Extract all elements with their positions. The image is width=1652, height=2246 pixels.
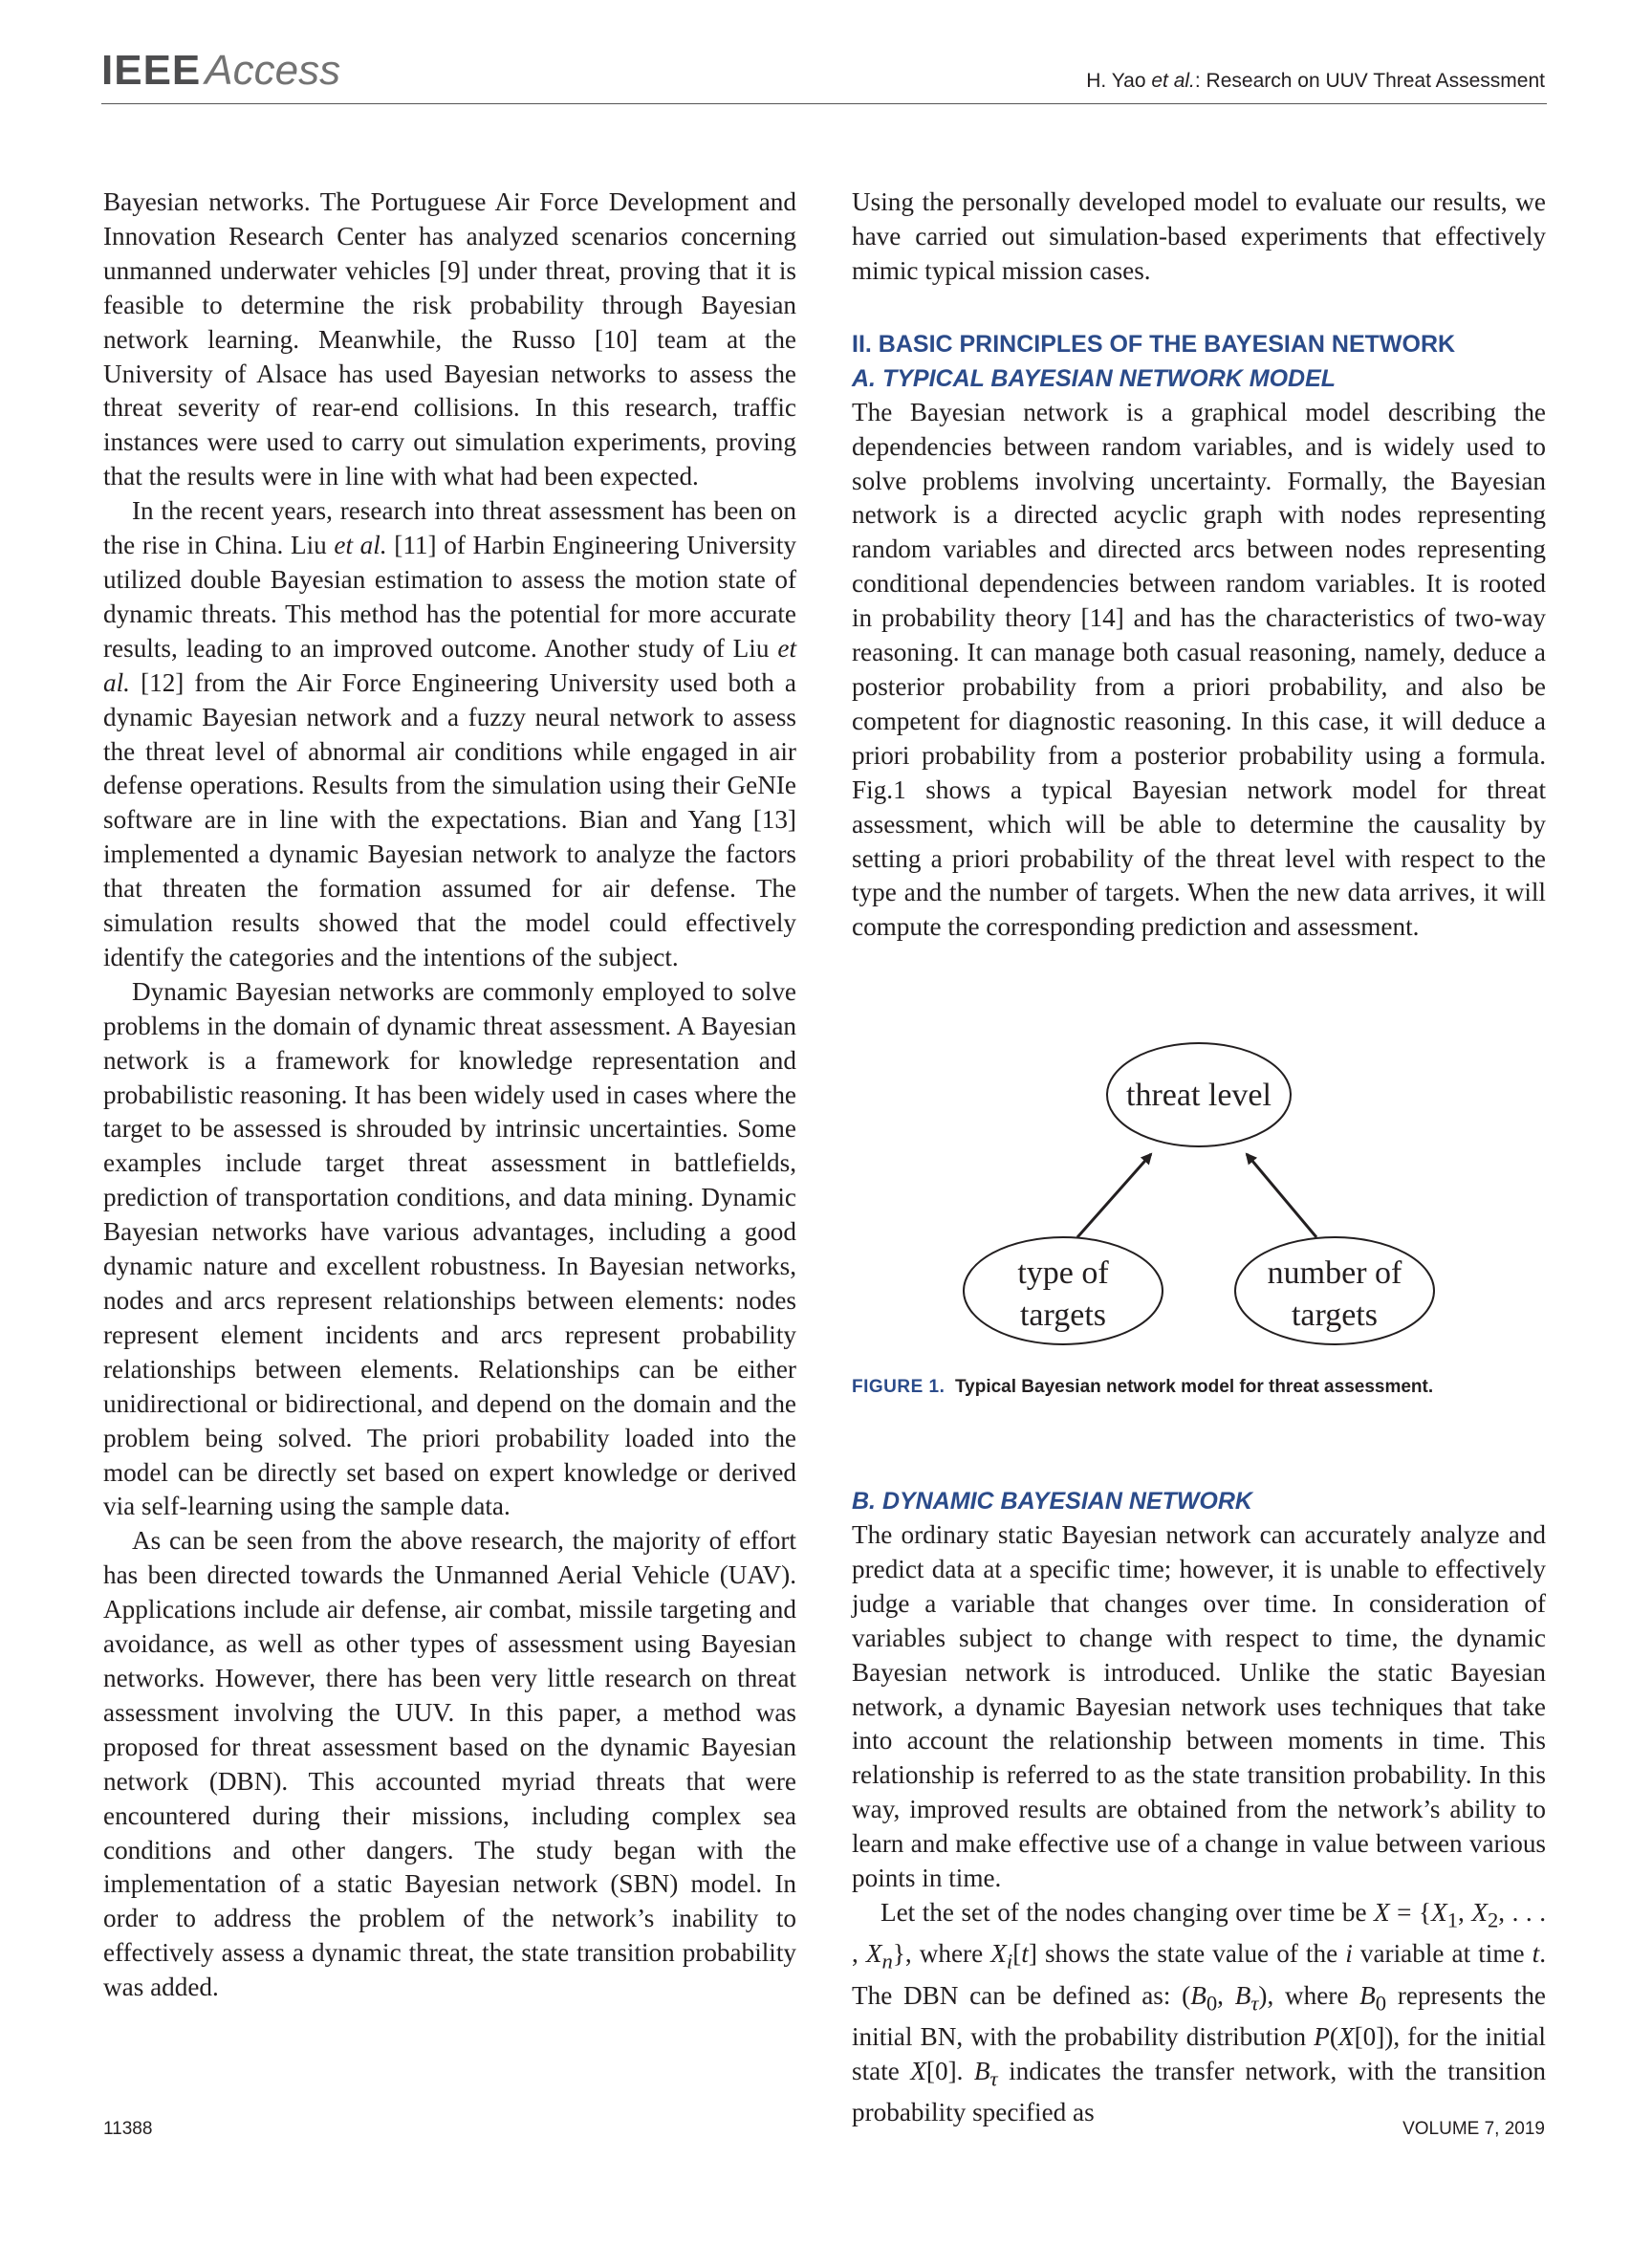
logo-access: Access [205, 47, 341, 94]
text-run: [0]), for the initial state [852, 2022, 1546, 2085]
text-run: , [1458, 1897, 1472, 1927]
page-number: 11388 [103, 2119, 153, 2139]
caption-label: FIGURE 1. [852, 1377, 946, 1397]
arc-type-to-threat [1077, 1154, 1151, 1237]
math-var: X [910, 2056, 926, 2085]
arc-number-to-threat [1247, 1154, 1316, 1237]
math-var: t [1021, 1939, 1029, 1969]
running-title: : Research on UUV Threat Assessment [1194, 70, 1545, 92]
figure-1 [852, 1014, 1546, 1396]
text-run: ), where [1258, 1980, 1360, 2010]
running-etal: et al. [1151, 70, 1195, 92]
math-sub: i [1006, 1949, 1013, 1973]
math-var: X [1374, 1897, 1390, 1927]
math-var: B [973, 2056, 990, 2085]
math-var: X [1471, 1897, 1488, 1927]
figure-caption [852, 1377, 1433, 1398]
math-sub: 2 [1487, 1908, 1499, 1932]
etal: et al. [103, 633, 796, 697]
paragraph: As can be seen from the above research, the majority of effort has been directed towards the Unmanned Aerial Vehicle (UAV). Applications include air defense, air combat, missile targeting and avoidance, as well as other types of assessment using Bayesian networks. However, there has been very little research on threat assessment involving the UUV. In this paper, a method was proposed for threat assessment based on the dynamic Bayesian network (DBN). This accounted myriad threats that were encountered during their missions, including complex sea conditions and other dangers. The study began with the implementation of a static Bayesian network (SBN) model. In order to address the problem of the network’s inability to effectively assess a dynamic threat, the state transition probability was added. [103, 1526, 796, 2002]
text-run: }, where [892, 1939, 991, 1969]
caption-text: Typical Bayesian network model for threat assessment. [954, 1377, 1434, 1397]
paragraph: The Bayesian network is a graphical model describing the dependencies between random variables, and is widely used to solve problems involving uncertainty. Formally, the Bayesian network is a directed acyclic graph with nodes representing random variables and directed arcs between nodes representing conditional dependencies between random variables. It is rooted in probability theory [14] and has the characteristics of two-way reasoning. It can manage both casual reasoning, namely, deduce a posterior probability from a priori probability, and also be competent for diagnostic reasoning. In this case, it will deduce a priori probability from a posterior probability using a formula. Fig.1 shows a typical Bayesian network model for threat assessment, which will be able to determine the causality by setting a priori probability of the threat level with respect to the type and the number of targets. When the new data arrives, it will compute the corresponding prediction and assessment. [852, 397, 1546, 942]
math-var: B [1190, 1980, 1206, 2010]
text-run: , [1217, 1980, 1235, 2010]
text-run: ] shows the state value of the [1028, 1939, 1346, 1969]
node-number-label-2: targets [1291, 1297, 1379, 1333]
running-authors: H. Yao [1086, 70, 1152, 92]
text-run: variable at time [1352, 1939, 1532, 1969]
math-var: X [865, 1939, 882, 1969]
subsection-heading: B. DYNAMIC BAYESIAN NETWORK [852, 1488, 1252, 1515]
node-type-label-2: targets [1019, 1297, 1107, 1333]
etal: et al. [334, 531, 387, 560]
paragraph [103, 494, 796, 975]
text-run: . The DBN can be defined as: ( [852, 1939, 1547, 2010]
text-run: , . . . , [852, 1897, 1546, 1969]
math-var: B [1234, 1980, 1251, 2010]
logo-ieee: IEEE [101, 47, 202, 94]
running-header [1086, 70, 1545, 93]
text-run: [ [1012, 1939, 1022, 1969]
math-sub: τ [989, 2066, 998, 2091]
text-run: Let the set of the nodes changing over time be [880, 1897, 1375, 1927]
text-run: represents the initial BN, with the probability distribution [852, 1980, 1546, 2051]
text-run: [11] of Harbin Engineering University utilized double Bayesian estimation to assess the motion state of dynamic threats. This method has the potential for more accurate results, leading to an improved outcome. Another study of Liu [103, 531, 796, 663]
math-sub: τ [1250, 1991, 1259, 2016]
math-sub: 1 [1446, 1908, 1459, 1932]
math-var: i [1345, 1939, 1353, 1969]
node-threat-level-label: threat level [1126, 1078, 1272, 1113]
right-column [852, 185, 1546, 945]
text-run: [0]. [925, 2056, 974, 2085]
paragraph: Using the personally developed model to evaluate our results, we have carried out simulation-based experiments that effectively mimic typical mission cases. [852, 187, 1546, 285]
math-var: B [1359, 1980, 1376, 2010]
math-var: X [990, 1939, 1007, 1969]
math-var: P [1314, 2022, 1330, 2051]
text-run: indicates the transfer network, with the transition probability specified as [852, 2056, 1547, 2127]
subsection-heading: A. TYPICAL BAYESIAN NETWORK MODEL [852, 364, 1337, 392]
left-column [103, 185, 796, 2005]
node-type-label-1: type of [1017, 1255, 1109, 1291]
paragraph [852, 1896, 1546, 2130]
text-run: ( [1329, 2022, 1338, 2051]
math-sub: n [881, 1949, 893, 1973]
math-var: X [1337, 2022, 1355, 2051]
text-run: = { [1389, 1897, 1432, 1927]
bayesian-network-diagram [852, 1014, 1546, 1396]
paragraph: The ordinary static Bayesian network can accurately analyze and predict data at a specific time; however, it is unable to effectively judge a variable that changes over time. In consideration of variables subject to change with respect to time, the dynamic Bayesian network is introduced. Unlike the static Bayesian network, a dynamic Bayesian network uses techniques that take into account the relationship between moments in time. This relationship is referred to as the state transition probability. In this way, improved results are obtained from the network’s ability to learn and make effective use of a change in value between various points in time. [852, 1520, 1546, 1893]
header-rule [101, 103, 1547, 104]
text-run: In the recent years, research into threat assessment has been on the rise in China. Liu [103, 496, 796, 560]
paragraph: Dynamic Bayesian networks are commonly employed to solve problems in the domain of dynamic threat assessment. A Bayesian network is a framework for knowledge representation and probabilistic reasoning. It has been widely used in cases where the target to be assessed is shrouded by intrinsic uncertainties. Some examples include target threat assessment in battlefields, prediction of transportation conditions, and data mining. Dynamic Bayesian networks have various advantages, including a good dynamic nature and excellent robustness. In Bayesian networks, nodes and arcs represent relationships between elements: nodes represent element incidents and arcs represent probability relationships between elements. Relationships can be either unidirectional or bidirectional, and depend on the domain and the problem being solved. The priori probability loaded into the model can be directly set based on expert knowledge or derived via self-learning using the sample data. [103, 976, 796, 1521]
math-var: X [1431, 1897, 1447, 1927]
math-var: t [1532, 1939, 1540, 1969]
math-sub: 0 [1206, 1991, 1218, 2016]
paragraph: Bayesian networks. The Portuguese Air Force Development and Innovation Research Center has analyzed scenarios concerning unmanned underwater vehicles [9] under threat, proving that it is feasible to determine the risk probability through Bayesian network learning. Meanwhile, the Russo [10] team at the University of Alsace has used Bayesian networks to assess the threat severity of rear-end collisions. In this research, traffic instances were used to carry out simulation experiments, proving that the results were in line with what had been expected. [103, 187, 796, 491]
section-heading: II. BASIC PRINCIPLES OF THE BAYESIAN NETWORK [852, 330, 1456, 358]
node-number-label-1: number of [1267, 1255, 1402, 1291]
right-column-lower [852, 1484, 1546, 2130]
math-sub: 0 [1375, 1991, 1387, 2016]
text-run: [12] from the Air Force Engineering University used both a dynamic Bayesian network and a fuzzy neural network to assess the threat level of abnormal air conditions while engaged in air defense operations. Results from the simulation using their GeNIe software are in line with the expectations. Bian and Yang [13] implemented a dynamic Bayesian network to analyze the factors that threaten the formation assumed for air defense. The simulation results showed that the model could effectively identify the categories and the intentions of the subject. [103, 667, 796, 971]
volume-info: VOLUME 7, 2019 [1402, 2119, 1545, 2139]
journal-logo [101, 48, 340, 94]
